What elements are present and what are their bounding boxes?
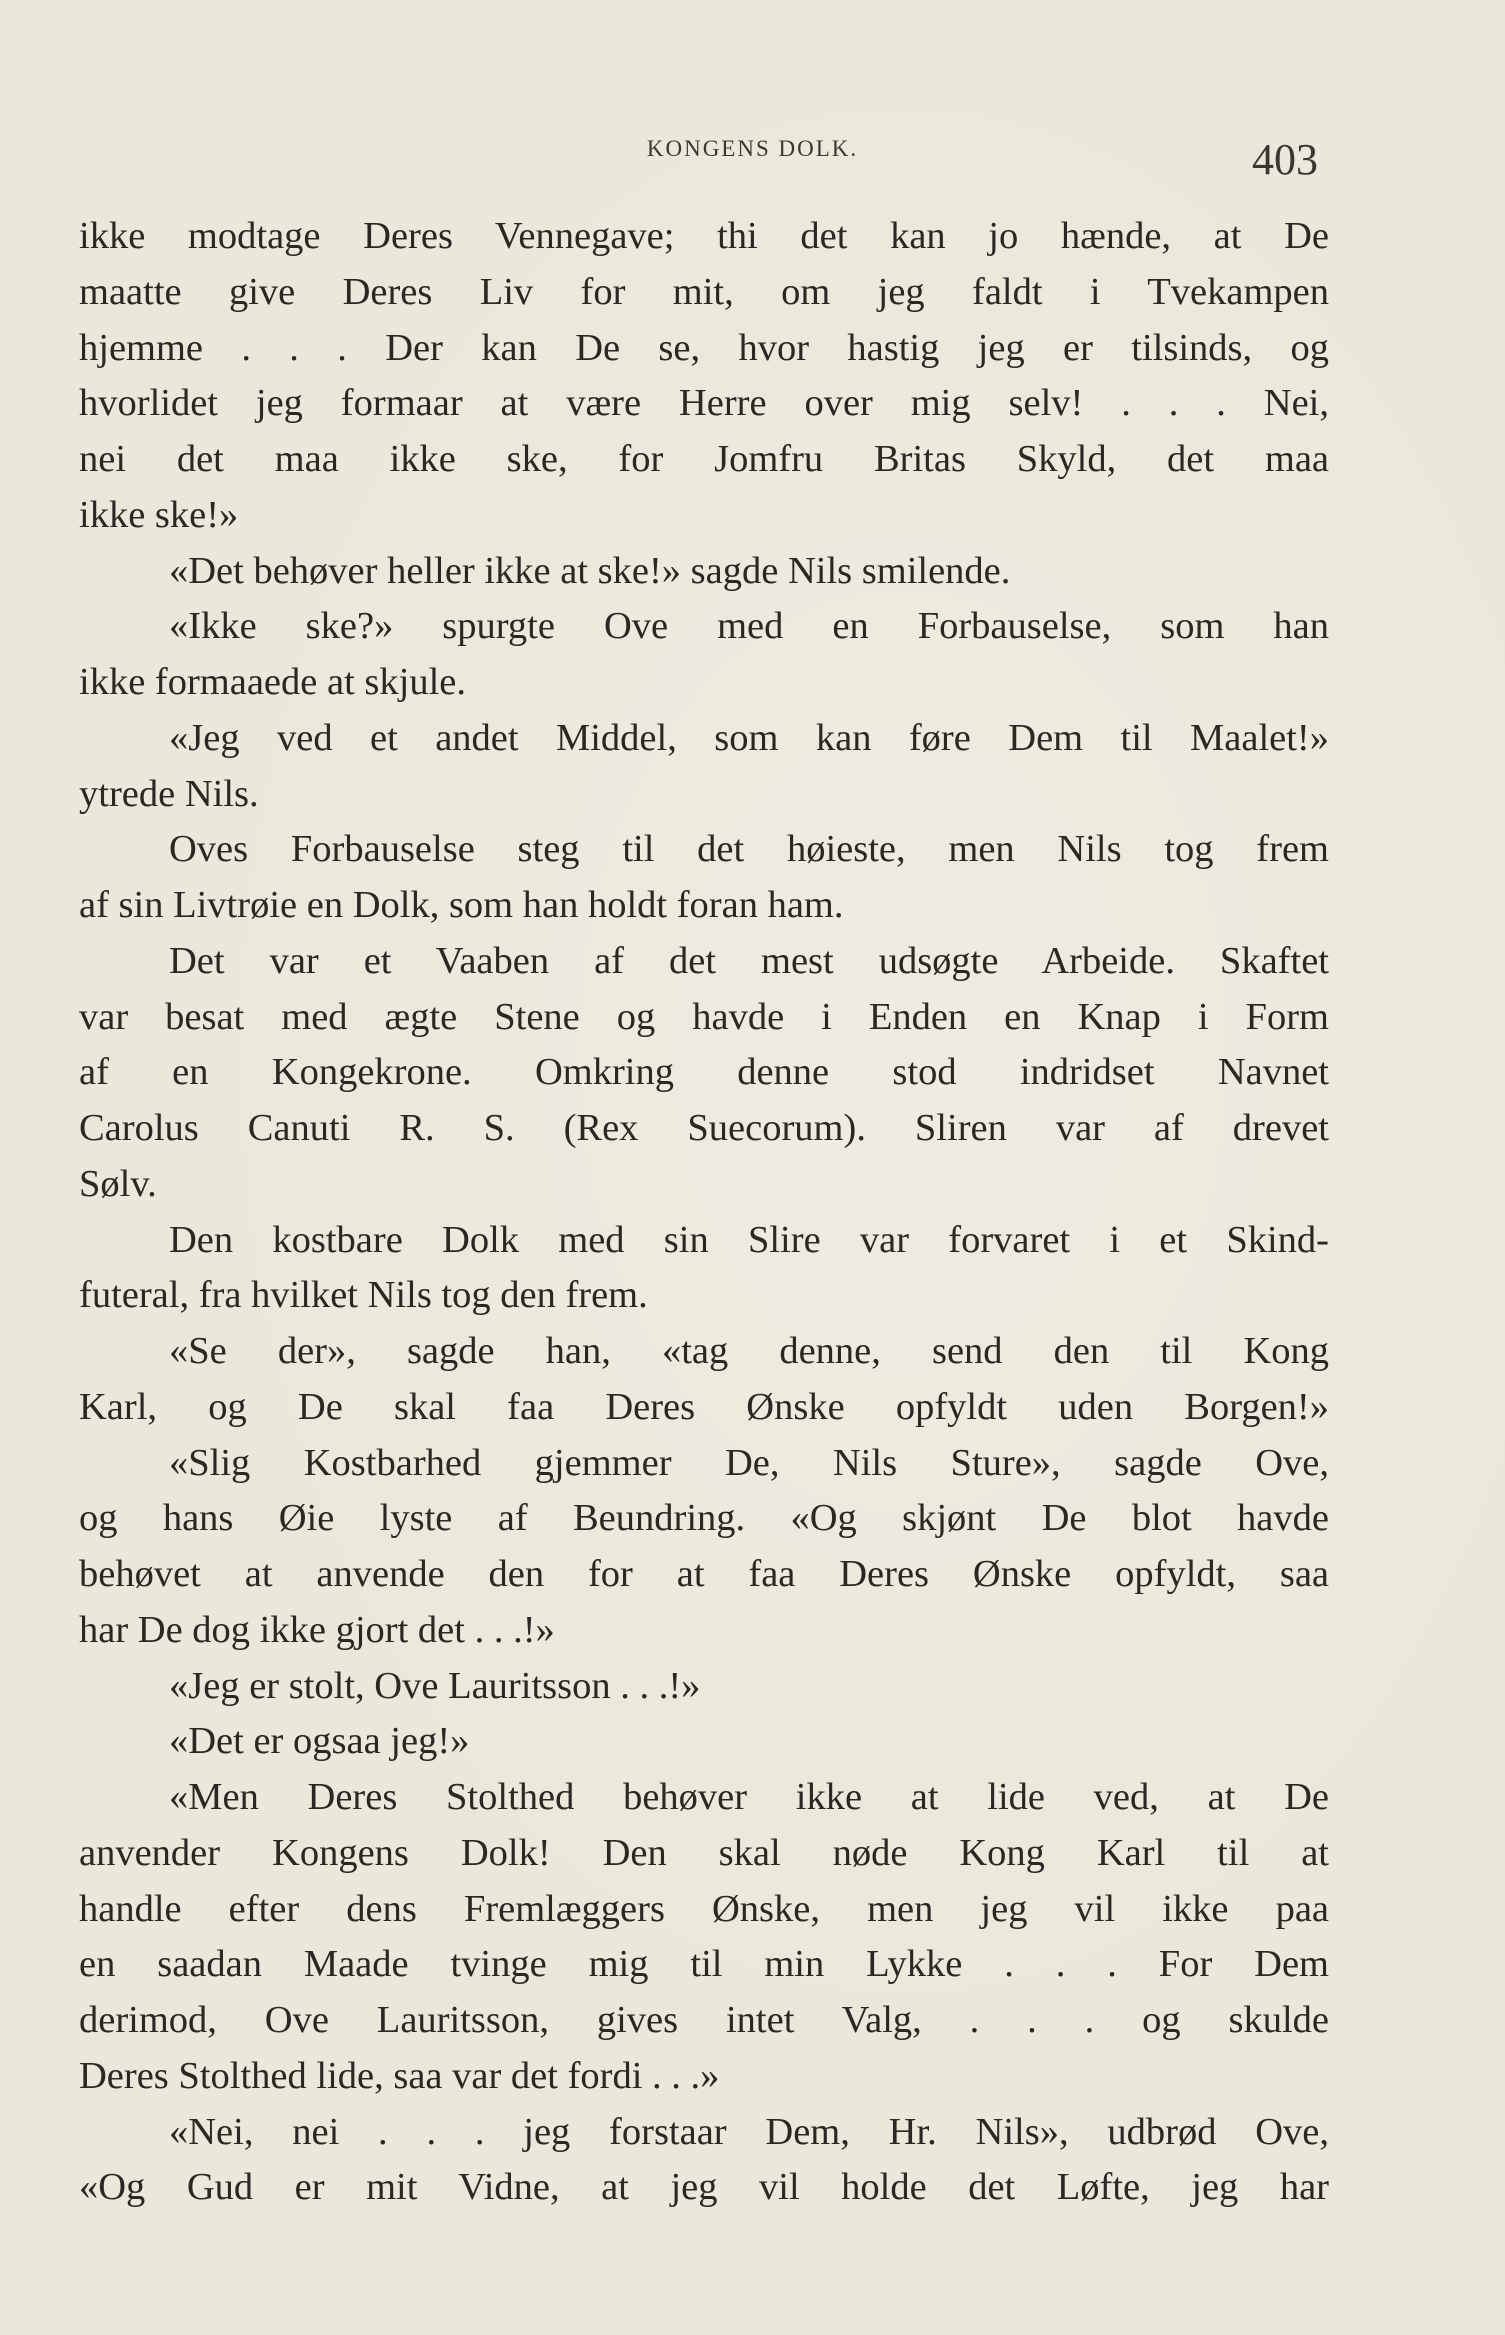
text-line: futeral, fra hvilket Nils tog den frem.: [79, 1274, 648, 1317]
text-line: derimod, Ove Lauritsson, gives intet Valg, . . . og skulde: [79, 1999, 1329, 2041]
text-line: og hans Øie lyste af Beundring. «Og skjønt De blot havde: [79, 1497, 1329, 1540]
text-line: handle efter dens Fremlæggers Ønske, men jeg vil ikke paa: [79, 1887, 1329, 1930]
text-line: Carolus Canuti R. S. (Rex Suecorum). Sliren var af drevet: [79, 1107, 1329, 1149]
text-line: ikke formaaede at skjule.: [79, 661, 466, 703]
text-line: Karl, og De skal faa Deres Ønske opfyldt uden Borgen!»: [79, 1385, 1329, 1428]
text-line: «Det er ogsaa jeg!»: [169, 1720, 470, 1763]
text-line: ikke ske!»: [79, 493, 239, 536]
text-line: nei det maa ikke ske, for Jomfru Britas Skyld, det maa: [79, 438, 1329, 480]
text-line: Oves Forbauselse steg til det høieste, men Nils tog frem: [169, 828, 1329, 871]
text-line: en saadan Maade tvinge mig til min Lykke . . . For Dem: [79, 1943, 1329, 1986]
text-line: ytrede Nils.: [79, 772, 259, 815]
running-head: KONGENS DOLK.: [646, 136, 859, 161]
text-line: «Jeg ved et andet Middel, som kan føre Dem til Maalet!»: [169, 716, 1329, 759]
text-line: af sin Livtrøie en Dolk, som han holdt foran ham.: [79, 884, 844, 926]
text-line: «Jeg er stolt, Ove Lauritsson . . .!»: [169, 1664, 701, 1707]
text-line: «Slig Kostbarhed gjemmer De, Nils Sture», sagde Ove,: [169, 1441, 1329, 1484]
text-line: ikke modtage Deres Vennegave; thi det kan jo hænde, at De: [79, 215, 1329, 257]
text-line: Det var et Vaaben af det mest udsøgte Arbeide. Skaftet: [169, 939, 1329, 982]
text-line: Den kostbare Dolk med sin Slire var forvaret i et Skind-: [169, 1218, 1329, 1261]
text-line: hjemme . . . Der kan De se, hvor hastig jeg er tilsinds, og: [79, 326, 1329, 369]
text-line: Sølv.: [79, 1162, 157, 1205]
page-number: 403: [1252, 135, 1318, 184]
text-line: Deres Stolthed lide, saa var det fordi . . .»: [79, 2054, 720, 2097]
text-line: «Ikke ske?» spurgte Ove med en Forbauselse, som han: [169, 605, 1329, 648]
text-line: «Men Deres Stolthed behøver ikke at lide ved, at De: [169, 1776, 1329, 1818]
text-line: har De dog ikke gjort det . . .!»: [79, 1608, 555, 1651]
text-line: maatte give Deres Liv for mit, om jeg faldt i Tvekampen: [79, 270, 1329, 313]
text-line: hvorlidet jeg formaar at være Herre over mig selv! . . . Nei,: [79, 382, 1329, 425]
text-line: «Se der», sagde han, «tag denne, send den til Kong: [169, 1330, 1329, 1372]
text-line: «Og Gud er mit Vidne, at jeg vil holde det Løfte, jeg har: [79, 2166, 1329, 2209]
body-text: [79, 209, 1329, 2216]
text-line: af en Kongekrone. Omkring denne stod indridset Navnet: [79, 1051, 1329, 1094]
text-line: «Det behøver heller ikke at ske!» sagde Nils smilende.: [169, 549, 1011, 592]
text-line: anvender Kongens Dolk! Den skal nøde Kong Karl til at: [79, 1831, 1329, 1874]
text-line: behøvet at anvende den for at faa Deres Ønske opfyldt, saa: [79, 1553, 1329, 1595]
text-line: var besat med ægte Stene og havde i Enden en Knap i Form: [79, 995, 1329, 1038]
text-line: «Nei, nei . . . jeg forstaar Dem, Hr. Nils», udbrød Ove,: [169, 2110, 1329, 2153]
